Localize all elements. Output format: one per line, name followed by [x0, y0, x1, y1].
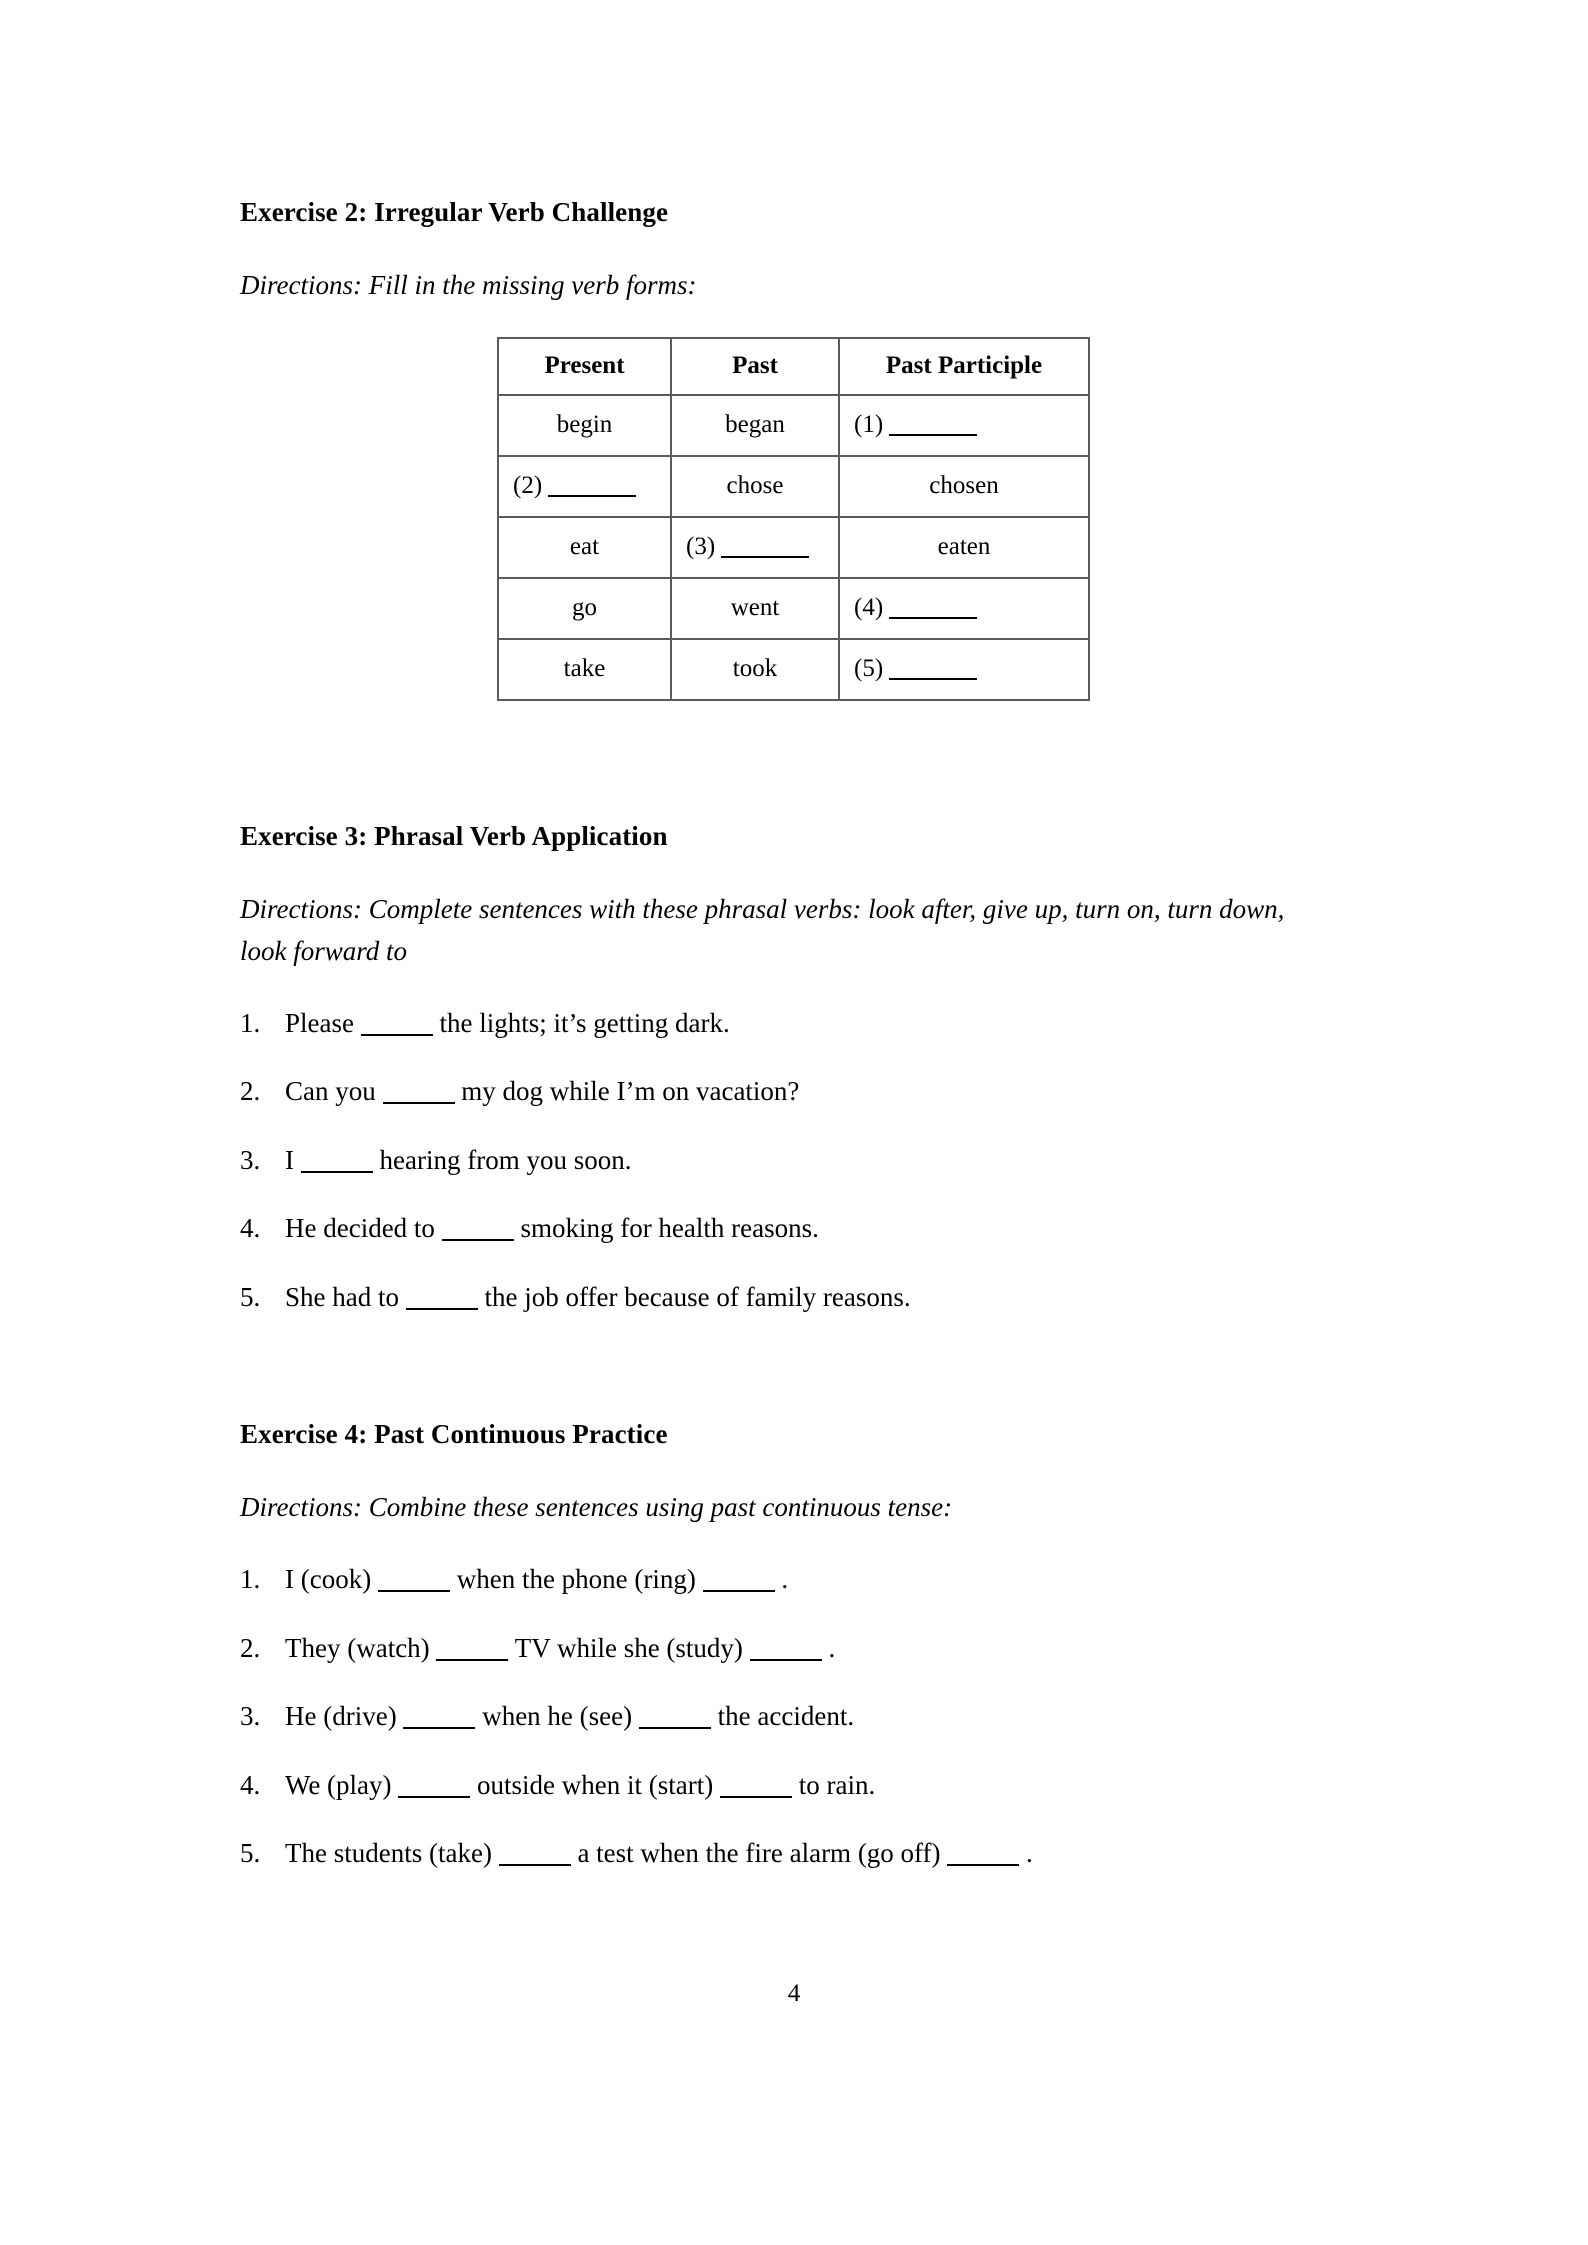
table-cell: chose [671, 456, 839, 517]
answer-blank[interactable] [947, 1864, 1019, 1866]
sentence-text: Can you [285, 1076, 376, 1107]
list-item-number: 2. [240, 1076, 261, 1107]
table-cell: chosen [839, 456, 1089, 517]
list-item [240, 1003, 1300, 1044]
table-cell: went [671, 578, 839, 639]
sentence-text: Please [285, 1007, 354, 1038]
sentence-text: the accident. [717, 1701, 855, 1732]
answer-blank[interactable] [889, 678, 977, 680]
sentence-text: I (cook) [285, 1564, 372, 1595]
sentence-text: smoking for health reasons. [520, 1213, 819, 1244]
answer-blank[interactable] [403, 1727, 475, 1729]
list-item-number: 2. [240, 1632, 261, 1663]
sentence-text: We (play) [285, 1769, 392, 1800]
blank-number-label: (2) [513, 472, 543, 500]
list-item [240, 1833, 1300, 1874]
list-item-number: 4. [240, 1769, 261, 1800]
table-cell: go [498, 578, 671, 639]
answer-blank[interactable] [889, 434, 977, 436]
sentence-text: She had to [285, 1281, 399, 1312]
exercise-3-directions: Directions: Complete sentences with these phrasal verbs: look after, give up, turn on, turn down, look forward to [240, 894, 1285, 966]
exercise-4-heading: Exercise 4: Past Continuous Practice [240, 1419, 668, 1450]
answer-blank[interactable] [703, 1590, 775, 1592]
page-number: 4 [787, 1980, 801, 2007]
exercise-3-question-list [240, 1003, 1300, 1318]
exercise-4-directions: Directions: Combine these sentences using past continuous tense: [240, 1492, 953, 1523]
table-blank-cell[interactable] [839, 395, 1089, 456]
sentence-text: . [828, 1632, 836, 1663]
answer-blank[interactable] [406, 1308, 478, 1310]
blank-number-label: (4) [854, 594, 884, 622]
answer-blank[interactable] [383, 1102, 455, 1104]
list-item-number: 1. [240, 1007, 261, 1038]
blank-number-label: (5) [854, 655, 884, 683]
sentence-text: I [285, 1144, 294, 1175]
table-cell: eaten [839, 517, 1089, 578]
list-item [240, 1071, 1300, 1112]
answer-blank[interactable] [548, 495, 636, 497]
table-cell: took [671, 639, 839, 700]
sentence-text: He (drive) [285, 1701, 397, 1732]
list-item [240, 1140, 1300, 1181]
sentence-text: the lights; it’s getting dark. [439, 1007, 730, 1038]
answer-blank[interactable] [398, 1796, 470, 1798]
sentence-text: . [1026, 1838, 1033, 1869]
exercise-4-question-list [240, 1559, 1300, 1874]
answer-blank[interactable] [720, 1796, 792, 1798]
sentence-text: a test when the fire alarm (go off) [577, 1838, 941, 1869]
list-item [240, 1277, 1300, 1318]
list-item [240, 1628, 1300, 1669]
list-item-number: 3. [240, 1701, 261, 1732]
table-row [498, 395, 1089, 456]
blank-number-label: (1) [854, 411, 884, 439]
exercise-2-heading: Exercise 2: Irregular Verb Challenge [240, 197, 669, 227]
exercise-3-heading: Exercise 3: Phrasal Verb Application [240, 820, 668, 851]
sentence-text: outside when it (start) [477, 1769, 714, 1800]
list-item [240, 1696, 1300, 1737]
irregular-verb-table-wrapper [497, 337, 1300, 701]
table-row [498, 639, 1089, 700]
sentence-text: They (watch) [285, 1632, 430, 1663]
sentence-text: . [781, 1564, 789, 1595]
exercise-2-directions: Directions: Fill in the missing verb forms: [240, 270, 697, 301]
table-column-header: Present [498, 338, 671, 395]
table-row [498, 578, 1089, 639]
sentence-text: when the phone (ring) [456, 1564, 696, 1595]
table-cell: begin [498, 395, 671, 456]
answer-blank[interactable] [378, 1590, 450, 1592]
table-blank-cell[interactable] [839, 578, 1089, 639]
sentence-text: when he (see) [482, 1701, 633, 1732]
table-row [498, 456, 1089, 517]
answer-blank[interactable] [750, 1659, 822, 1661]
table-header-row [498, 338, 1089, 395]
answer-blank[interactable] [499, 1864, 571, 1866]
sentence-text: The students (take) [285, 1838, 492, 1869]
list-item-number: 5. [240, 1281, 261, 1312]
sentence-text: the job offer because of family reasons. [484, 1281, 911, 1312]
table-cell: began [671, 395, 839, 456]
table-cell: eat [498, 517, 671, 578]
sentence-text: hearing from you soon. [379, 1144, 632, 1175]
list-item-number: 3. [240, 1144, 261, 1175]
irregular-verb-table [497, 337, 1090, 701]
sentence-text: my dog while I’m on vacation? [461, 1076, 800, 1107]
list-item [240, 1765, 1300, 1806]
table-blank-cell[interactable] [839, 639, 1089, 700]
list-item-number: 5. [240, 1838, 261, 1869]
table-column-header: Past Participle [839, 338, 1089, 395]
answer-blank[interactable] [442, 1239, 514, 1241]
answer-blank[interactable] [436, 1659, 508, 1661]
page-content [240, 195, 1300, 1874]
table-row [498, 517, 1089, 578]
blank-number-label: (3) [686, 533, 716, 561]
answer-blank[interactable] [361, 1034, 433, 1036]
answer-blank[interactable] [301, 1171, 373, 1173]
sentence-text: to rain. [798, 1769, 876, 1800]
answer-blank[interactable] [889, 617, 977, 619]
table-cell: take [498, 639, 671, 700]
list-item-number: 4. [240, 1213, 261, 1244]
sentence-text: TV while she (study) [514, 1632, 743, 1663]
list-item [240, 1559, 1300, 1600]
sentence-text: He decided to [285, 1213, 435, 1244]
answer-blank[interactable] [721, 556, 809, 558]
list-item [240, 1208, 1300, 1249]
list-item-number: 1. [240, 1564, 261, 1595]
answer-blank[interactable] [639, 1727, 711, 1729]
table-column-header: Past [671, 338, 839, 395]
table-blank-cell[interactable] [498, 456, 671, 517]
table-blank-cell[interactable] [671, 517, 839, 578]
